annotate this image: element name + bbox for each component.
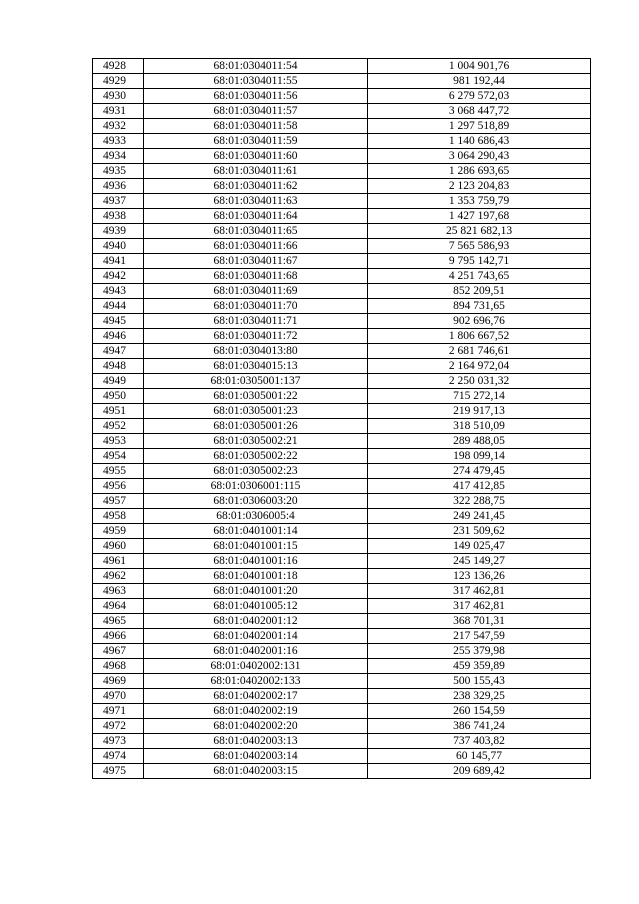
cadastral-value-cell: 3 064 290,43 xyxy=(368,149,591,164)
cadastral-number-cell: 68:01:0401001:14 xyxy=(144,524,368,539)
cadastral-value-cell: 852 209,51 xyxy=(368,284,591,299)
cadastral-value-cell: 198 099,14 xyxy=(368,449,591,464)
row-number-cell: 4958 xyxy=(93,509,144,524)
table-row xyxy=(93,764,591,779)
cadastral-value-cell: 368 701,31 xyxy=(368,614,591,629)
table-row xyxy=(93,59,591,74)
table-row xyxy=(93,434,591,449)
table-row xyxy=(93,269,591,284)
table-row xyxy=(93,644,591,659)
cadastral-number-cell: 68:01:0304011:58 xyxy=(144,119,368,134)
cadastral-value-cell: 417 412,85 xyxy=(368,479,591,494)
table-row xyxy=(93,239,591,254)
cadastral-number-cell: 68:01:0304015:13 xyxy=(144,359,368,374)
row-number-cell: 4950 xyxy=(93,389,144,404)
row-number-cell: 4954 xyxy=(93,449,144,464)
table-row xyxy=(93,389,591,404)
table-row xyxy=(93,179,591,194)
cadastral-number-cell: 68:01:0304011:62 xyxy=(144,179,368,194)
cadastral-value-cell: 289 488,05 xyxy=(368,434,591,449)
cadastral-number-cell: 68:01:0304011:67 xyxy=(144,254,368,269)
cadastral-value-cell: 255 379,98 xyxy=(368,644,591,659)
table-row xyxy=(93,74,591,89)
table-row xyxy=(93,134,591,149)
table-row xyxy=(93,209,591,224)
row-number-cell: 4975 xyxy=(93,764,144,779)
cadastral-number-cell: 68:01:0306005:4 xyxy=(144,509,368,524)
cadastral-number-cell: 68:01:0304011:56 xyxy=(144,89,368,104)
row-number-cell: 4973 xyxy=(93,734,144,749)
row-number-cell: 4966 xyxy=(93,629,144,644)
cadastral-value-cell: 123 136,26 xyxy=(368,569,591,584)
table-row xyxy=(93,494,591,509)
cadastral-number-cell: 68:01:0306003:20 xyxy=(144,494,368,509)
cadastral-value-cell: 1 297 518,89 xyxy=(368,119,591,134)
table-row xyxy=(93,194,591,209)
cadastral-value-cell: 500 155,43 xyxy=(368,674,591,689)
table-row xyxy=(93,584,591,599)
row-number-cell: 4953 xyxy=(93,434,144,449)
row-number-cell: 4935 xyxy=(93,164,144,179)
cadastral-number-cell: 68:01:0305001:23 xyxy=(144,404,368,419)
table-row xyxy=(93,284,591,299)
row-number-cell: 4957 xyxy=(93,494,144,509)
row-number-cell: 4929 xyxy=(93,74,144,89)
table-row xyxy=(93,554,591,569)
cadastral-number-cell: 68:01:0304013:80 xyxy=(144,344,368,359)
cadastral-value-cell: 981 192,44 xyxy=(368,74,591,89)
cadastral-value-cell: 1 806 667,52 xyxy=(368,329,591,344)
cadastral-value-cell: 260 154,59 xyxy=(368,704,591,719)
table-row xyxy=(93,419,591,434)
cadastral-number-cell: 68:01:0401001:15 xyxy=(144,539,368,554)
cadastral-number-cell: 68:01:0304011:57 xyxy=(144,104,368,119)
row-number-cell: 4944 xyxy=(93,299,144,314)
table-row xyxy=(93,569,591,584)
cadastral-value-cell: 149 025,47 xyxy=(368,539,591,554)
table-row xyxy=(93,749,591,764)
cadastral-value-cell: 4 251 743,65 xyxy=(368,269,591,284)
cadastral-value-cell: 1 140 686,43 xyxy=(368,134,591,149)
cadastral-value-cell: 231 509,62 xyxy=(368,524,591,539)
table-row xyxy=(93,149,591,164)
cadastral-number-cell: 68:01:0402002:131 xyxy=(144,659,368,674)
cadastral-number-cell: 68:01:0305002:23 xyxy=(144,464,368,479)
cadastral-number-cell: 68:01:0304011:70 xyxy=(144,299,368,314)
cadastral-value-cell: 317 462,81 xyxy=(368,599,591,614)
table-row xyxy=(93,674,591,689)
table-row xyxy=(93,299,591,314)
table-row xyxy=(93,449,591,464)
row-number-cell: 4934 xyxy=(93,149,144,164)
table-row xyxy=(93,374,591,389)
row-number-cell: 4955 xyxy=(93,464,144,479)
row-number-cell: 4943 xyxy=(93,284,144,299)
cadastral-value-cell: 894 731,65 xyxy=(368,299,591,314)
row-number-cell: 4951 xyxy=(93,404,144,419)
cadastral-value-cell: 322 288,75 xyxy=(368,494,591,509)
cadastral-number-cell: 68:01:0402001:14 xyxy=(144,629,368,644)
cadastral-number-cell: 68:01:0401005:12 xyxy=(144,599,368,614)
row-number-cell: 4937 xyxy=(93,194,144,209)
cadastral-value-cell: 386 741,24 xyxy=(368,719,591,734)
row-number-cell: 4948 xyxy=(93,359,144,374)
row-number-cell: 4972 xyxy=(93,719,144,734)
table-row xyxy=(93,599,591,614)
cadastral-number-cell: 68:01:0401001:18 xyxy=(144,569,368,584)
row-number-cell: 4931 xyxy=(93,104,144,119)
cadastral-value-cell: 2 681 746,61 xyxy=(368,344,591,359)
cadastral-number-cell: 68:01:0304011:55 xyxy=(144,74,368,89)
table-row xyxy=(93,719,591,734)
row-number-cell: 4959 xyxy=(93,524,144,539)
table-row xyxy=(93,254,591,269)
table-row xyxy=(93,629,591,644)
cadastral-number-cell: 68:01:0304011:66 xyxy=(144,239,368,254)
row-number-cell: 4936 xyxy=(93,179,144,194)
cadastral-value-cell: 317 462,81 xyxy=(368,584,591,599)
cadastral-value-cell: 737 403,82 xyxy=(368,734,591,749)
table-row xyxy=(93,164,591,179)
table-row xyxy=(93,539,591,554)
cadastral-value-cell: 2 164 972,04 xyxy=(368,359,591,374)
table-row xyxy=(93,464,591,479)
row-number-cell: 4938 xyxy=(93,209,144,224)
cadastral-number-cell: 68:01:0304011:61 xyxy=(144,164,368,179)
table-row xyxy=(93,689,591,704)
cadastral-value-cell: 1 427 197,68 xyxy=(368,209,591,224)
row-number-cell: 4968 xyxy=(93,659,144,674)
cadastral-number-cell: 68:01:0402002:133 xyxy=(144,674,368,689)
table-row xyxy=(93,314,591,329)
cadastral-value-cell: 7 565 586,93 xyxy=(368,239,591,254)
cadastral-number-cell: 68:01:0402003:15 xyxy=(144,764,368,779)
cadastral-value-cell: 1 353 759,79 xyxy=(368,194,591,209)
cadastral-value-cell: 60 145,77 xyxy=(368,749,591,764)
row-number-cell: 4942 xyxy=(93,269,144,284)
row-number-cell: 4971 xyxy=(93,704,144,719)
table-row xyxy=(93,224,591,239)
row-number-cell: 4952 xyxy=(93,419,144,434)
cadastral-number-cell: 68:01:0305002:21 xyxy=(144,434,368,449)
row-number-cell: 4930 xyxy=(93,89,144,104)
cadastral-value-cell: 902 696,76 xyxy=(368,314,591,329)
table-row xyxy=(93,404,591,419)
cadastral-value-cell: 9 795 142,71 xyxy=(368,254,591,269)
table-row xyxy=(93,119,591,134)
cadastral-number-cell: 68:01:0304011:59 xyxy=(144,134,368,149)
cadastral-number-cell: 68:01:0304011:65 xyxy=(144,224,368,239)
cadastral-number-cell: 68:01:0304011:64 xyxy=(144,209,368,224)
row-number-cell: 4932 xyxy=(93,119,144,134)
row-number-cell: 4939 xyxy=(93,224,144,239)
cadastral-number-cell: 68:01:0402002:17 xyxy=(144,689,368,704)
cadastral-number-cell: 68:01:0401001:20 xyxy=(144,584,368,599)
table-row xyxy=(93,614,591,629)
cadastral-number-cell: 68:01:0304011:69 xyxy=(144,284,368,299)
row-number-cell: 4928 xyxy=(93,59,144,74)
cadastral-value-cell: 217 547,59 xyxy=(368,629,591,644)
cadastral-number-cell: 68:01:0306001:115 xyxy=(144,479,368,494)
row-number-cell: 4964 xyxy=(93,599,144,614)
row-number-cell: 4933 xyxy=(93,134,144,149)
cadastral-value-cell: 459 359,89 xyxy=(368,659,591,674)
table-row xyxy=(93,359,591,374)
cadastral-number-cell: 68:01:0402002:20 xyxy=(144,719,368,734)
row-number-cell: 4960 xyxy=(93,539,144,554)
table-row xyxy=(93,89,591,104)
cadastral-value-cell: 274 479,45 xyxy=(368,464,591,479)
row-number-cell: 4974 xyxy=(93,749,144,764)
cadastral-value-cell: 249 241,45 xyxy=(368,509,591,524)
cadastral-number-cell: 68:01:0401001:16 xyxy=(144,554,368,569)
cadastral-value-cell: 1 286 693,65 xyxy=(368,164,591,179)
cadastral-number-cell: 68:01:0402001:12 xyxy=(144,614,368,629)
row-number-cell: 4941 xyxy=(93,254,144,269)
cadastral-number-cell: 68:01:0305001:22 xyxy=(144,389,368,404)
cadastral-number-cell: 68:01:0304011:60 xyxy=(144,149,368,164)
cadastral-number-cell: 68:01:0304011:68 xyxy=(144,269,368,284)
cadastral-value-cell: 3 068 447,72 xyxy=(368,104,591,119)
row-number-cell: 4945 xyxy=(93,314,144,329)
cadastral-value-cell: 6 279 572,03 xyxy=(368,89,591,104)
cadastral-value-cell: 715 272,14 xyxy=(368,389,591,404)
row-number-cell: 4946 xyxy=(93,329,144,344)
row-number-cell: 4940 xyxy=(93,239,144,254)
row-number-cell: 4949 xyxy=(93,374,144,389)
row-number-cell: 4963 xyxy=(93,584,144,599)
row-number-cell: 4965 xyxy=(93,614,144,629)
cadastral-value-cell: 219 917,13 xyxy=(368,404,591,419)
cadastral-number-cell: 68:01:0304011:72 xyxy=(144,329,368,344)
cadastral-value-cell: 245 149,27 xyxy=(368,554,591,569)
row-number-cell: 4947 xyxy=(93,344,144,359)
cadastral-number-cell: 68:01:0304011:71 xyxy=(144,314,368,329)
cadastral-value-cell: 2 123 204,83 xyxy=(368,179,591,194)
table-row xyxy=(93,734,591,749)
row-number-cell: 4969 xyxy=(93,674,144,689)
table-row xyxy=(93,344,591,359)
cadastral-value-cell: 2 250 031,32 xyxy=(368,374,591,389)
cadastral-number-cell: 68:01:0305001:137 xyxy=(144,374,368,389)
row-number-cell: 4962 xyxy=(93,569,144,584)
cadastral-value-cell: 209 689,42 xyxy=(368,764,591,779)
table-row xyxy=(93,104,591,119)
cadastral-value-table xyxy=(92,58,591,779)
cadastral-number-cell: 68:01:0305002:22 xyxy=(144,449,368,464)
table-row xyxy=(93,524,591,539)
cadastral-value-cell: 1 004 901,76 xyxy=(368,59,591,74)
table-row xyxy=(93,329,591,344)
table-row xyxy=(93,704,591,719)
row-number-cell: 4961 xyxy=(93,554,144,569)
cadastral-number-cell: 68:01:0402003:14 xyxy=(144,749,368,764)
row-number-cell: 4956 xyxy=(93,479,144,494)
table-row xyxy=(93,509,591,524)
table-body xyxy=(93,59,591,779)
cadastral-number-cell: 68:01:0402001:16 xyxy=(144,644,368,659)
cadastral-number-cell: 68:01:0402003:13 xyxy=(144,734,368,749)
cadastral-value-cell: 318 510,09 xyxy=(368,419,591,434)
table-row xyxy=(93,659,591,674)
cadastral-number-cell: 68:01:0304011:63 xyxy=(144,194,368,209)
cadastral-number-cell: 68:01:0305001:26 xyxy=(144,419,368,434)
cadastral-value-cell: 25 821 682,13 xyxy=(368,224,591,239)
row-number-cell: 4967 xyxy=(93,644,144,659)
cadastral-number-cell: 68:01:0304011:54 xyxy=(144,59,368,74)
table-row xyxy=(93,479,591,494)
cadastral-value-cell: 238 329,25 xyxy=(368,689,591,704)
cadastral-number-cell: 68:01:0402002:19 xyxy=(144,704,368,719)
row-number-cell: 4970 xyxy=(93,689,144,704)
